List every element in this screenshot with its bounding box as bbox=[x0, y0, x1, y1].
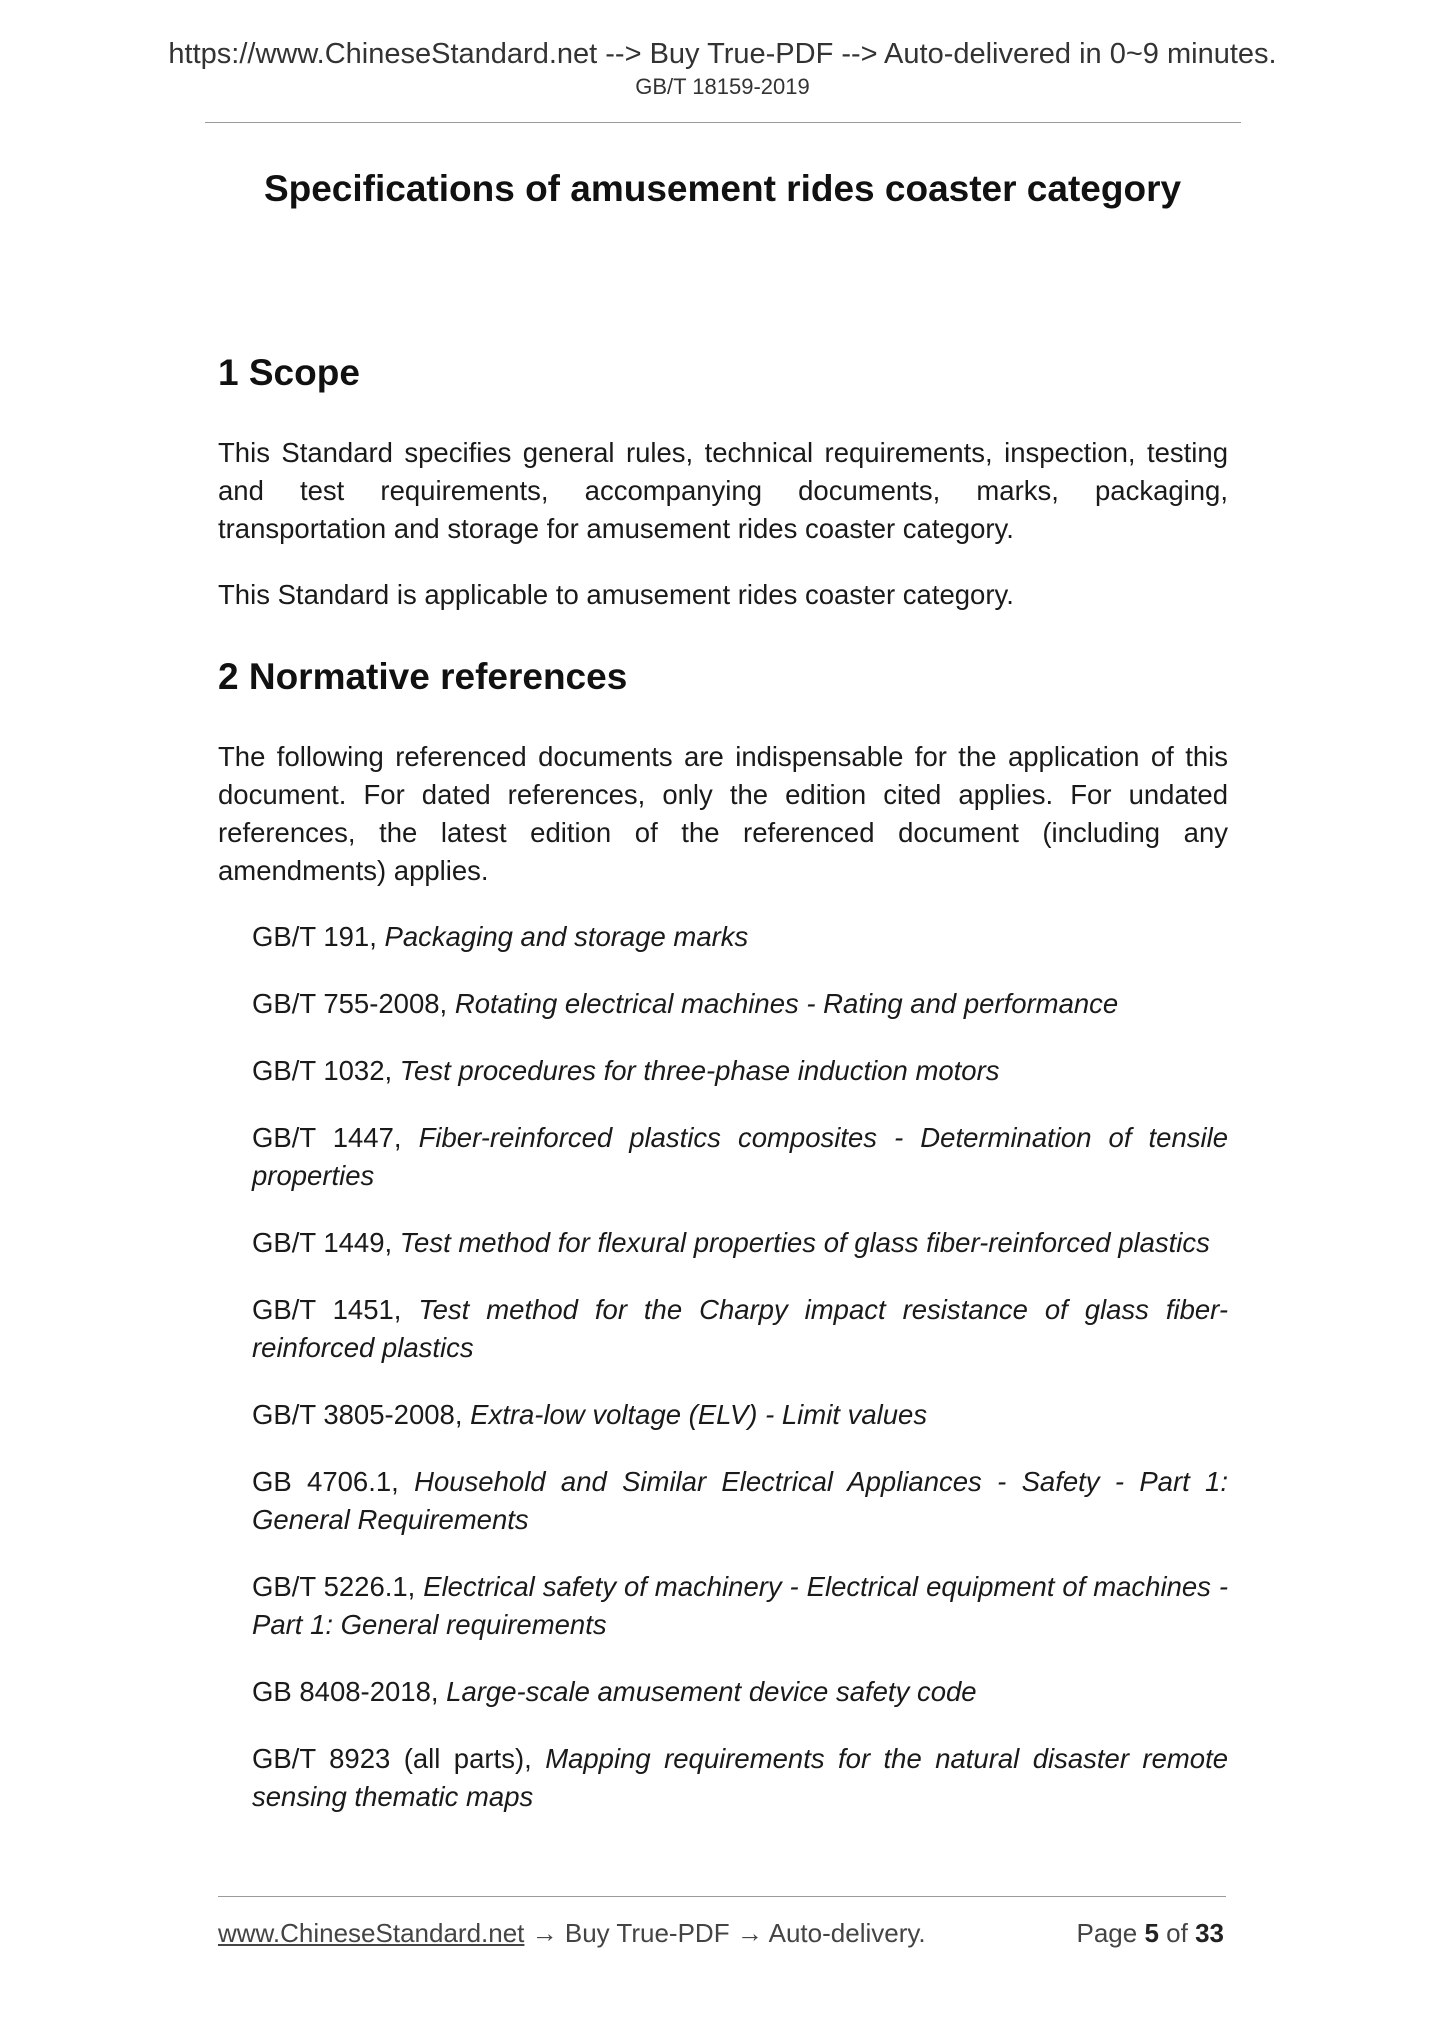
document-title: Specifications of amusement rides coaster category bbox=[263, 168, 1182, 209]
reference-code: GB/T 1032, bbox=[252, 1055, 393, 1086]
footer-site-link[interactable]: www.ChineseStandard.net bbox=[218, 1918, 525, 1948]
reference-item bbox=[252, 1740, 1228, 1816]
reference-code: GB 8408-2018, bbox=[252, 1676, 439, 1707]
reference-code: GB/T 1451, bbox=[252, 1294, 402, 1325]
section-2-heading: 2 Normative references bbox=[218, 656, 628, 697]
source-banner: https://www.ChineseStandard.net --> Buy True-PDF --> Auto-delivered in 0~9 minutes. bbox=[168, 38, 1277, 70]
reference-code: GB/T 5226.1, bbox=[252, 1571, 416, 1602]
reference-title: Mapping requirements for the natural disaster remote sensing thematic maps bbox=[252, 1743, 1229, 1812]
page-current: 5 bbox=[1144, 1918, 1159, 1948]
reference-code: GB/T 3805-2008, bbox=[252, 1399, 463, 1430]
reference-code: GB/T 755-2008, bbox=[252, 988, 448, 1019]
footer-buy-text: Buy True-PDF bbox=[564, 1918, 730, 1948]
reference-code: GB/T 8923 (all parts), bbox=[252, 1743, 532, 1774]
page-footer bbox=[218, 1918, 1226, 1949]
reference-title: Rotating electrical machines - Rating and performance bbox=[454, 988, 1119, 1019]
reference-item bbox=[252, 1119, 1228, 1195]
reference-item bbox=[252, 1396, 1228, 1434]
standard-number: GB/T 18159-2019 bbox=[635, 74, 810, 99]
scope-paragraph-2: This Standard is applicable to amusement rides coaster category. bbox=[218, 579, 1014, 610]
reference-title: Electrical safety of machinery - Electrical equipment of machines - Part 1: General requirements bbox=[252, 1571, 1228, 1640]
reference-title: Test method for flexural properties of glass fiber-reinforced plastics bbox=[399, 1227, 1210, 1258]
reference-title: Test method for the Charpy impact resistance of glass fiber-reinforced plastics bbox=[252, 1294, 1228, 1363]
arrow-right-icon: → bbox=[736, 1918, 763, 1948]
reference-item bbox=[252, 1673, 1228, 1711]
header-divider bbox=[205, 122, 1241, 123]
reference-item bbox=[252, 918, 1228, 956]
arrow-right-icon: → bbox=[531, 1918, 558, 1948]
reference-item bbox=[252, 1291, 1228, 1367]
page-indicator bbox=[1076, 1918, 1224, 1949]
reference-title: Household and Similar Electrical Appliances - Safety - Part 1: General Requirements bbox=[252, 1466, 1228, 1535]
reference-code: GB/T 1449, bbox=[252, 1227, 393, 1258]
reference-list bbox=[218, 918, 1228, 1816]
document-body bbox=[218, 352, 1228, 1845]
reference-code: GB/T 1447, bbox=[252, 1122, 402, 1153]
page-label: Page bbox=[1076, 1918, 1138, 1948]
reference-item bbox=[252, 1568, 1228, 1644]
reference-title: Packaging and storage marks bbox=[384, 921, 749, 952]
reference-title: Large-scale amusement device safety code bbox=[446, 1676, 977, 1707]
section-1-heading: 1 Scope bbox=[218, 352, 360, 393]
reference-item bbox=[252, 1463, 1228, 1539]
scope-paragraph-1: This Standard specifies general rules, technical requirements, inspection, testing and test requirements, accompanying documents, marks, packaging, transportation and storage for amusement rides coaster category. bbox=[218, 437, 1228, 544]
normative-references-intro: The following referenced documents are indispensable for the application of this document. For dated references, only the edition cited applies. For undated references, the latest edition of the referenced document (including any amendments) applies. bbox=[218, 741, 1228, 886]
footer-divider bbox=[218, 1896, 1226, 1897]
reference-title: Extra-low voltage (ELV) - Limit values bbox=[470, 1399, 928, 1430]
of-label: of bbox=[1166, 1918, 1188, 1948]
page-total: 33 bbox=[1195, 1918, 1224, 1948]
reference-code: GB 4706.1, bbox=[252, 1466, 399, 1497]
reference-item bbox=[252, 1052, 1228, 1090]
reference-title: Test procedures for three-phase induction motors bbox=[399, 1055, 1000, 1086]
reference-item bbox=[252, 1224, 1228, 1262]
reference-item bbox=[252, 985, 1228, 1023]
reference-title: Fiber-reinforced plastics composites - Determination of tensile properties bbox=[252, 1122, 1228, 1191]
reference-code: GB/T 191, bbox=[252, 921, 377, 952]
footer-delivery-text: Auto-delivery. bbox=[768, 1918, 926, 1948]
